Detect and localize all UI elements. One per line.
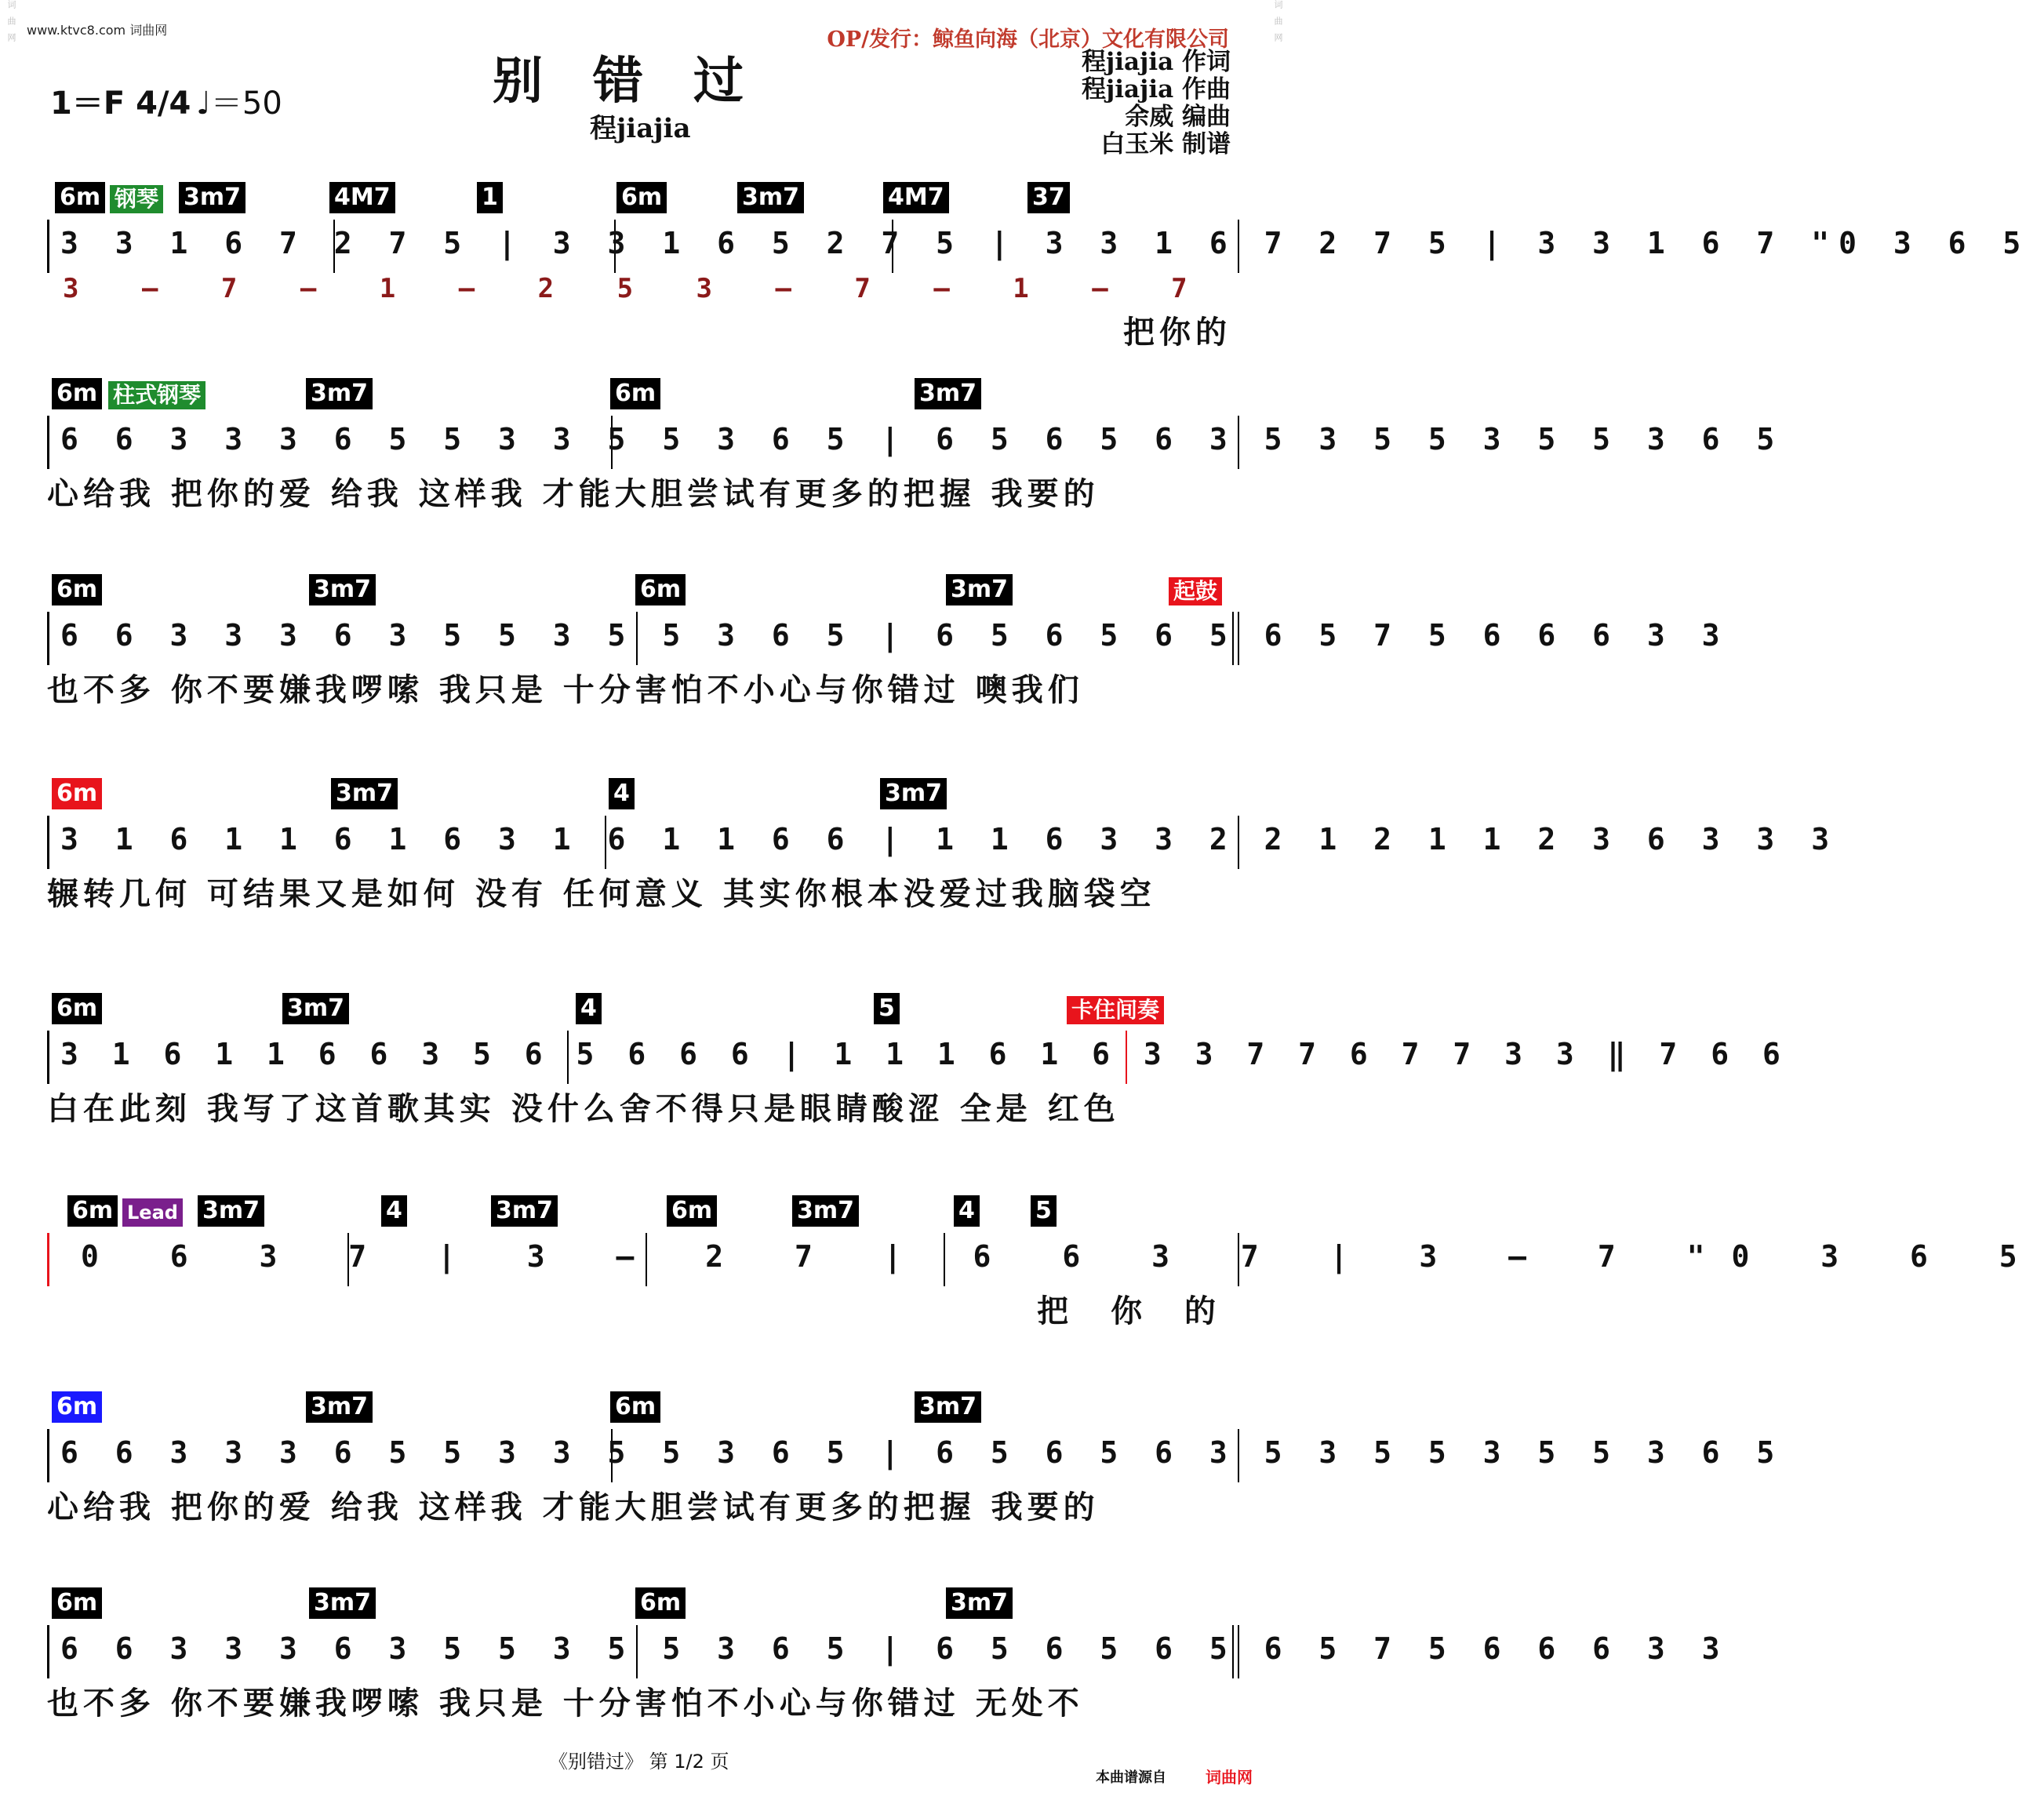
instrument-tag: Lead: [122, 1198, 183, 1227]
chord: 5: [1031, 1195, 1057, 1227]
tempo: ♩＝50: [196, 85, 282, 122]
chord-row: [47, 378, 1239, 416]
credit-lyricist: 程jiajia 作词: [1082, 48, 1231, 76]
chord: 1: [477, 182, 503, 213]
side-watermark-left: 词曲网: [6, 0, 16, 49]
chord: 6m: [52, 378, 102, 409]
chord-row: [47, 1587, 1239, 1625]
chord: 3m7: [915, 1391, 981, 1423]
chord: 37: [1027, 182, 1070, 213]
staff: [47, 612, 1729, 665]
notation: 6 6 3 3 3 6 5 5 3 3 5 5 3 6 5 | 6 5 6 5 6 3 5 3 5 5 3 5 5 3 6 5: [60, 1435, 1784, 1470]
chord: 6m: [616, 182, 667, 213]
staff: [47, 1429, 1784, 1482]
chord: 5: [874, 993, 900, 1024]
chord: 4M7: [883, 182, 949, 213]
instrument-tag: 钢琴: [110, 185, 163, 213]
chord: 4M7: [329, 182, 395, 213]
lyrics: 白在此刻 我写了这首歌其实 没什么舍不得只是眼睛酸涩 全是 红色: [47, 1091, 1120, 1127]
chord: 3m7: [737, 182, 804, 213]
chord: 6m: [52, 1587, 102, 1619]
page-footer: 《别错过》 第 1/2 页: [549, 1751, 729, 1773]
chord: 4: [954, 1195, 980, 1227]
notation: 3 1 6 1 1 6 1 6 3 1 6 1 1 6 6 | 1 1 6 3 3 2 2 1 2 1 1 2 3 6 3 3 3: [60, 822, 1839, 856]
system-1: [47, 182, 2031, 351]
chord: 6m: [52, 574, 102, 605]
system-2: [47, 378, 1784, 512]
system-6: [47, 1195, 2044, 1329]
lyrics: 辗转几何 可结果又是如何 没有 任何意义 其实你根本没爱过我脑袋空: [47, 876, 1156, 912]
chord: 3m7: [331, 778, 398, 809]
chord: 4: [381, 1195, 407, 1227]
chord-row: [47, 1391, 1239, 1429]
site-logo[interactable]: 词曲网: [1206, 1768, 1253, 1787]
lyrics: 把你的: [1123, 315, 1231, 351]
notation: 3 3 1 6 7 2 7 5 | 3 3 1 6 5 2 7 5 | 3 3 1 6 7 2 7 5 | 3 3 1 6 7 "0 3 6 5: [60, 226, 2031, 260]
chord: 3m7: [491, 1195, 558, 1227]
system-3: [47, 574, 1729, 708]
lyrics: 心给我 把你的爱 给我 这样我 才能大胆尝试有更多的把握 我要的: [47, 1489, 1100, 1525]
credit-arranger: 余威 编曲: [1125, 103, 1231, 131]
source-note: 本曲谱源自: [1096, 1769, 1166, 1786]
chord-row: [47, 574, 1239, 612]
system-7: [47, 1391, 1784, 1525]
credit-transcriber: 白玉米 制谱: [1100, 130, 1231, 158]
notation: 0 6 3 7 | 3 – 2 7 | 6 6 3 7 | 3 – 7 "0 3 6 5: [81, 1239, 2044, 1274]
lyrics: 把 你 的: [1037, 1293, 1231, 1329]
chord: 3m7: [306, 378, 373, 409]
chord: 3m7: [179, 182, 245, 213]
chord: 6m: [67, 1195, 118, 1227]
system-4: [47, 778, 1839, 912]
chord: 4: [609, 778, 635, 809]
notation: 6 6 3 3 3 6 3 5 5 3 5 5 3 6 5 | 6 5 6 5 6 5 6 5 7 5 6 6 6 3 3: [60, 1631, 1729, 1666]
song-title: 别错过: [493, 52, 794, 111]
chord-row: [47, 993, 1239, 1031]
chord-row: [47, 778, 1239, 816]
chord: 3m7: [792, 1195, 859, 1227]
chord: 6m: [635, 574, 686, 605]
chord: 6m: [610, 378, 660, 409]
staff: [47, 1233, 2044, 1286]
notation: 6 6 3 3 3 6 3 5 5 3 5 5 3 6 5 | 6 5 6 5 6 5 6 5 7 5 6 6 6 3 3: [60, 618, 1729, 653]
chord-row: [47, 182, 1239, 220]
staff: [47, 416, 1784, 469]
staff: [47, 1625, 1729, 1678]
notation: 6 6 3 3 3 6 5 5 3 3 5 5 3 6 5 | 6 5 6 5 6 3 5 3 5 5 3 5 5 3 6 5: [60, 422, 1784, 456]
artist: 程jiajia: [590, 113, 691, 144]
chord: 6m: [635, 1587, 686, 1619]
credit-composer: 程jiajia 作曲: [1082, 75, 1231, 104]
chord: 3m7: [946, 1587, 1013, 1619]
credits: [1082, 49, 1231, 158]
interlude-tag: 卡住间奏: [1067, 996, 1164, 1024]
chord: 6m: [667, 1195, 717, 1227]
key-signature: 1＝F 4/4: [50, 85, 191, 122]
staff: [47, 1031, 1788, 1084]
lyrics: 心给我 把你的爱 给我 这样我 才能大胆尝试有更多的把握 我要的: [47, 476, 1100, 512]
chord: 4: [576, 993, 602, 1024]
chord: 6m: [55, 182, 105, 213]
chord: 3m7: [309, 574, 376, 605]
bass-line: 3 – 7 – 1 – 2 5 3 – 7 – 1 – 7: [63, 273, 1211, 304]
lyrics: 也不多 你不要嫌我啰嗦 我只是 十分害怕不小心与你错过 噢我们: [47, 672, 1084, 708]
chord: 3m7: [309, 1587, 376, 1619]
system-8: [47, 1587, 1729, 1722]
chord: 3m7: [198, 1195, 264, 1227]
chord: 3m7: [880, 778, 947, 809]
staff: [47, 816, 1839, 869]
chord: 6m: [52, 778, 102, 809]
chord: 6m: [610, 1391, 660, 1423]
chord: 3m7: [946, 574, 1013, 605]
instrument-tag: 柱式钢琴: [108, 381, 205, 409]
drum-start-tag: 起鼓: [1169, 577, 1222, 605]
chord: 6m: [52, 1391, 102, 1423]
lyrics: 也不多 你不要嫌我啰嗦 我只是 十分害怕不小心与你错过 无处不: [47, 1685, 1084, 1722]
chord: 3m7: [915, 378, 981, 409]
site-url: www.ktvc8.com 词曲网: [27, 23, 168, 38]
chord: 3m7: [282, 993, 349, 1024]
notation: 3 1 6 1 1 6 6 3 5 6 5 6 6 6 | 1 1 1 6 1 6 3 3 7 7 6 7 7 3 3 ‖ 7 6 6: [60, 1037, 1788, 1071]
staff: [47, 220, 2031, 273]
chord: 6m: [52, 993, 102, 1024]
chord-row: [47, 1195, 1239, 1233]
system-5: [47, 993, 1788, 1127]
side-watermark-right: 词曲网: [1273, 0, 1283, 49]
publisher: OP/发行：鲸鱼向海（北京）文化有限公司: [827, 27, 1229, 52]
chord: 3m7: [306, 1391, 373, 1423]
